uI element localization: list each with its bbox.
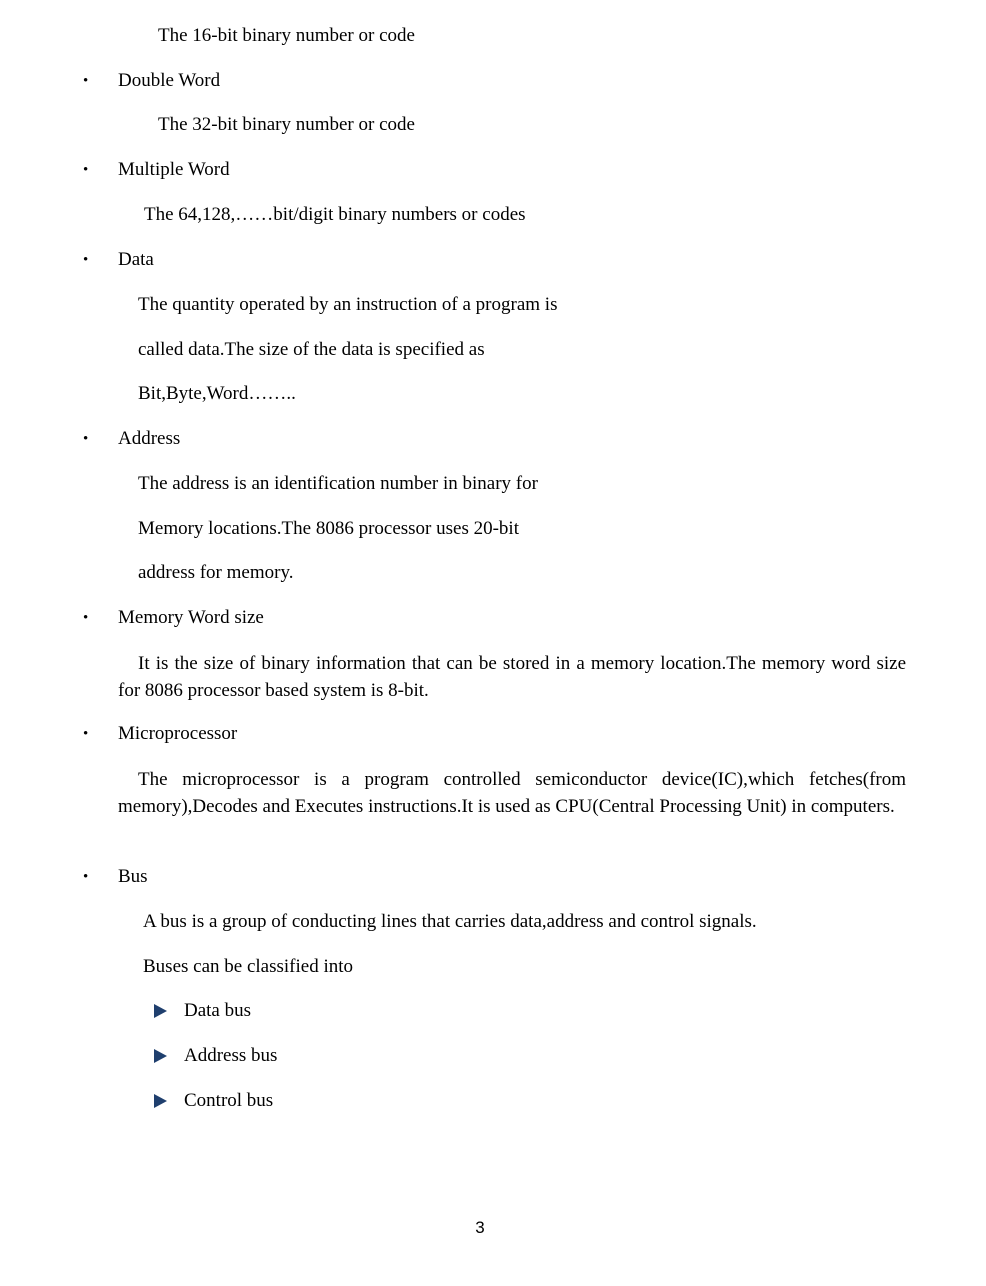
bullet-dot-icon: •: [83, 431, 89, 447]
bus-type-control: Control bus: [184, 1090, 274, 1111]
data-description-line-2: called data.The size of the data is specified as: [138, 339, 485, 360]
memory-word-description: It is the size of binary information that can be stored in a memory location.The memory word size for 8086 processor based system is 8-bit.: [118, 653, 906, 701]
term-multiple-word: Multiple Word: [118, 159, 230, 180]
term-data: Data: [118, 249, 154, 270]
bullet-dot-icon: •: [83, 869, 89, 885]
multiple-word-description: The 64,128,……bit/digit binary numbers or codes: [144, 204, 526, 225]
page-number: 3: [475, 1218, 485, 1237]
microprocessor-description: The microprocessor is a program controlled semiconductor device(IC),which fetches(from memory),Decodes and Executes instructions.It is used as CPU(Central Processing Unit) in computers.: [118, 769, 906, 817]
word-description: The 16-bit binary number or code: [158, 25, 415, 46]
triangle-arrow-icon: [154, 1049, 167, 1063]
bus-type-address: Address bus: [184, 1045, 278, 1066]
address-description-line-3: address for memory.: [138, 562, 294, 583]
double-word-description: The 32-bit binary number or code: [158, 114, 415, 135]
bullet-dot-icon: •: [83, 726, 89, 742]
data-description-line-3: Bit,Byte,Word……..: [138, 383, 296, 404]
bullet-dot-icon: •: [83, 162, 89, 178]
term-microprocessor: Microprocessor: [118, 723, 238, 744]
triangle-arrow-icon: [154, 1004, 167, 1018]
triangle-arrow-icon: [154, 1094, 167, 1108]
bus-description-line-1: A bus is a group of conducting lines that carries data,address and control signals.: [143, 911, 757, 932]
address-description-line-2: Memory locations.The 8086 processor uses 20-bit: [138, 518, 519, 539]
bullet-dot-icon: •: [83, 252, 89, 268]
bus-description-line-2: Buses can be classified into: [143, 956, 354, 977]
bullet-dot-icon: •: [83, 73, 89, 89]
term-bus: Bus: [118, 866, 148, 887]
term-double-word: Double Word: [118, 70, 221, 91]
address-description-line-1: The address is an identification number in binary for: [138, 473, 538, 494]
bullet-dot-icon: •: [83, 610, 89, 626]
data-description-line-1: The quantity operated by an instruction of a program is: [138, 294, 558, 315]
bus-type-data: Data bus: [184, 1000, 252, 1021]
term-address: Address: [118, 428, 181, 449]
term-memory-word-size: Memory Word size: [118, 607, 264, 628]
